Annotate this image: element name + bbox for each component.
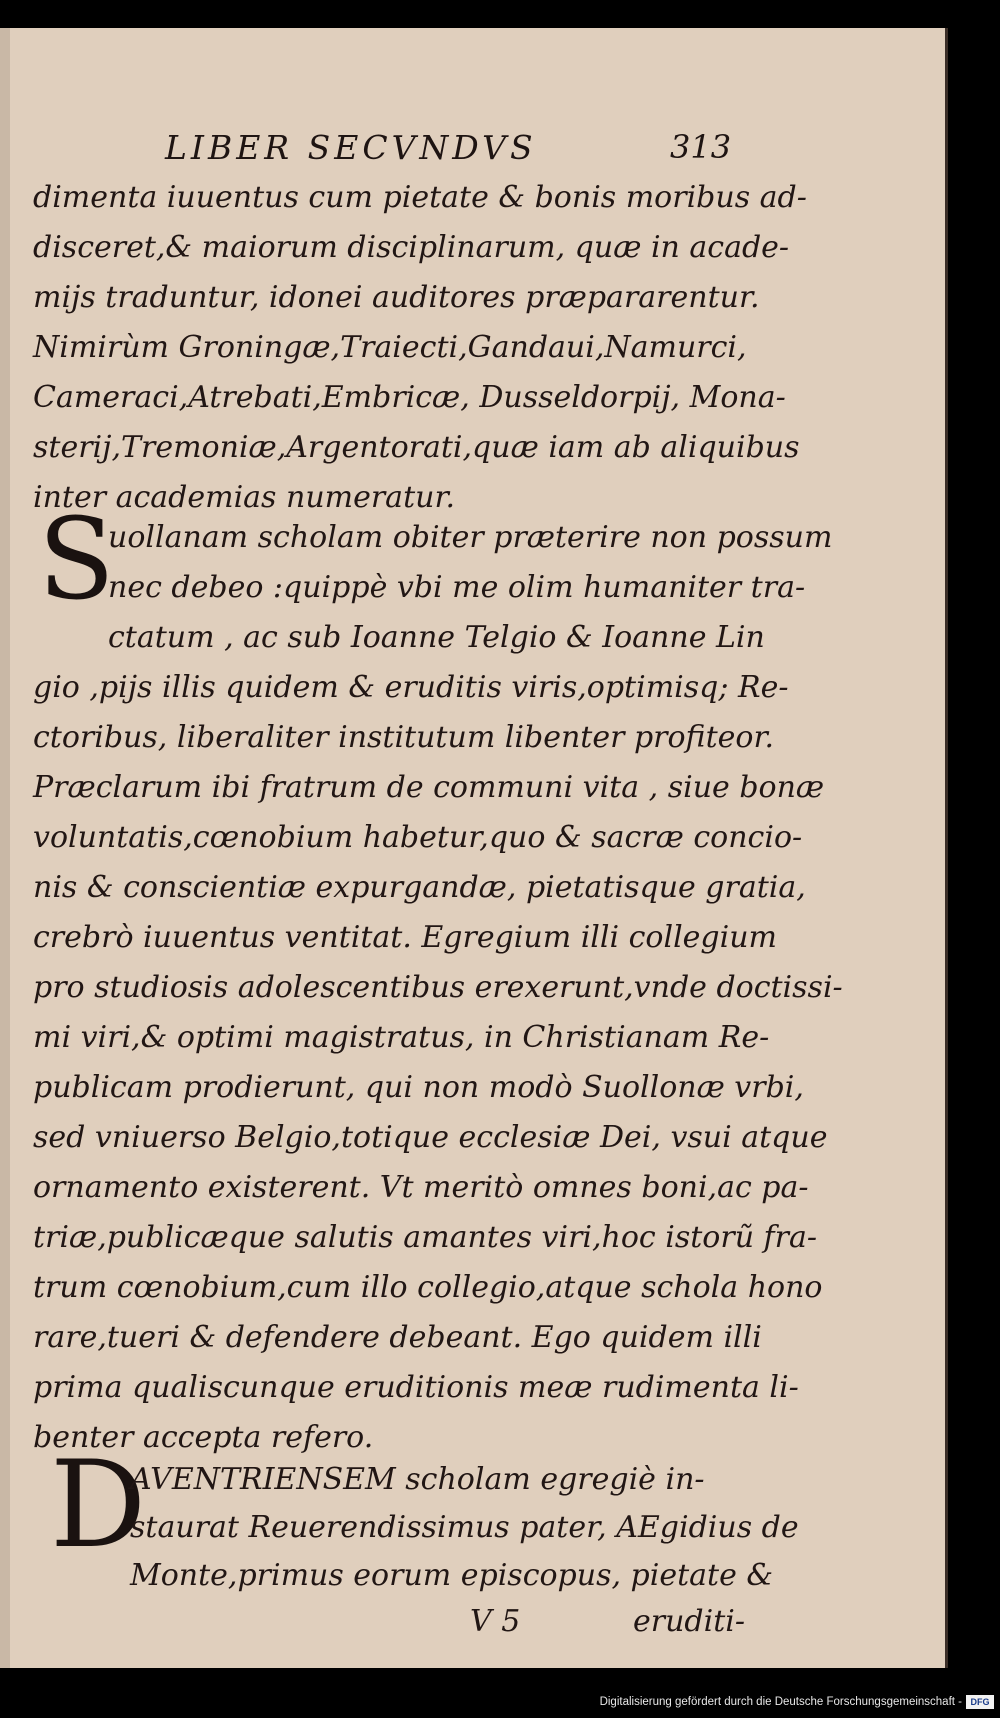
text-line: Cameraci,Atrebati,Embricæ, Dusseldorpij, Mona- [33, 380, 786, 415]
body-text [0, 28, 945, 1668]
text-line: benter accepta refero. [33, 1420, 374, 1455]
dfg-logo-icon: DFG [966, 1695, 994, 1709]
text-line: Nimirùm Groningæ,Traiecti,Gandaui,Namurci, [33, 330, 747, 365]
text-line: publicam prodierunt, qui non modò Suollonæ vrbi, [33, 1070, 804, 1105]
book-page [0, 28, 948, 1668]
page-number: 313 [670, 128, 732, 166]
text-line: Monte,primus eorum episcopus, pietate & [130, 1558, 774, 1593]
text-line: crebrò iuuentus ventitat. Egregium illi collegium [33, 920, 777, 955]
text-line: triæ,publicæque salutis amantes viri,hoc istorũ fra- [33, 1220, 818, 1255]
text-line: uollanam scholam obiter præterire non possum [108, 520, 833, 555]
text-line: rare,tueri & defendere debeant. Ego quidem illi [33, 1320, 762, 1355]
text-line: pro studiosis adolescentibus erexerunt,vnde doctissi- [33, 970, 843, 1005]
text-line: dimenta iuuentus cum pietate & bonis moribus ad- [33, 180, 807, 215]
dropcap-d: D [50, 1436, 147, 1575]
text-line: sed vniuerso Belgio,totique ecclesiæ Dei, vsui atque [33, 1120, 828, 1155]
text-line: ctatum , ac sub Ioanne Telgio & Ioanne Lin [108, 620, 765, 655]
funding-credit: Digitalisierung gefördert durch die Deutsche Forschungsgemeinschaft - [599, 1696, 962, 1708]
catchword: eruditi- [633, 1604, 746, 1639]
text-line: inter academias numeratur. [33, 480, 456, 515]
text-line: mi viri,& optimi magistratus, in Christianam Re- [33, 1020, 770, 1055]
text-line: Præclarum ibi fratrum de communi vita , siue bonæ [33, 770, 825, 805]
text-line: sterij,Tremoniæ,Argentorati,quæ iam ab aliquibus [33, 430, 800, 465]
text-line: mijs traduntur, idonei auditores præpararentur. [33, 280, 760, 315]
text-line: trum cœnobium,cum illo collegio,atque schola hono [33, 1270, 823, 1305]
text-line: gio ,pijs illis quidem & eruditis viris,optimisq; Re- [33, 670, 789, 705]
text-line: AVENTRIENSEM scholam egregiè in- [130, 1462, 705, 1497]
signature-mark: V 5 [470, 1604, 521, 1639]
running-head: LIBER SECVNDVS [165, 128, 537, 167]
text-line: nis & conscientiæ expurgandæ, pietatisque gratia, [33, 870, 806, 905]
text-line: nec debeo :quippè vbi me olim humaniter tra- [108, 570, 806, 605]
text-line: voluntatis,cœnobium habetur,quo & sacræ concio- [33, 820, 803, 855]
footer-bar [0, 1690, 1000, 1718]
text-line: ornamento existerent. Vt meritò omnes boni,ac pa- [33, 1170, 809, 1205]
text-line: ctoribus, liberaliter institutum libenter profiteor. [33, 720, 775, 755]
text-line: staurat Reuerendissimus pater, AEgidius de [130, 1510, 799, 1545]
text-line: prima qualiscunque eruditionis meæ rudimenta li- [33, 1370, 799, 1405]
text-line: disceret,& maiorum disciplinarum, quæ in acade- [33, 230, 790, 265]
dropcap-s: S [38, 495, 115, 625]
